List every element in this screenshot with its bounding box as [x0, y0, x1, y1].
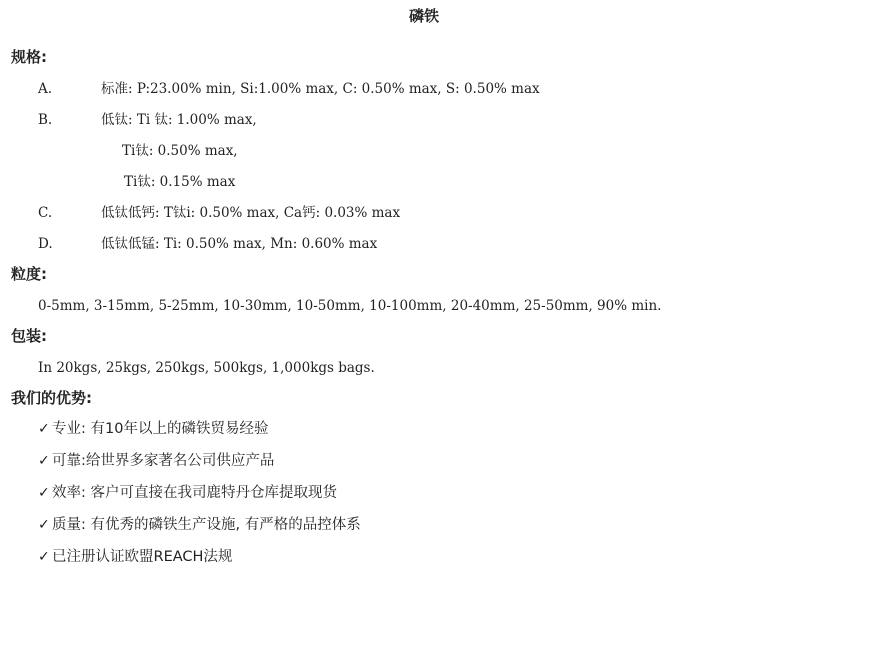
spec-item-letter: D. [38, 236, 53, 252]
advantage-item [38, 483, 337, 503]
advantage-item [38, 451, 274, 471]
size-text: 0-5mm, 3-15mm, 5-25mm, 10-30mm, 10-50mm, 10-100mm, 20-40mm, 25-50mm, 90% min. [38, 298, 662, 314]
spec-item-b-line-3: Ti钛: 0.15% max [124, 174, 236, 190]
advantages-heading: 我们的优势: [11, 389, 92, 407]
advantage-item [38, 547, 232, 567]
spec-item-b-line-2: Ti钛: 0.50% max, [122, 143, 238, 159]
advantage-item-text: 专业: 有10年以上的磷铁贸易经验 [52, 421, 269, 437]
advantage-item-text: 可靠:给世界多家著名公司供应产品 [52, 453, 275, 469]
spec-heading: 规格: [11, 48, 47, 66]
spec-item-a [38, 79, 540, 99]
spec-item-text: 标准: P:23.00% min, Si:1.00% max, C: 0.50% max, S: 0.50% max [101, 81, 540, 97]
spec-item-c [38, 203, 400, 223]
spec-item-letter: B. [38, 112, 53, 128]
spec-item-d [38, 234, 377, 254]
check-icon: ✓ [38, 453, 50, 469]
spec-item-b [38, 110, 257, 130]
advantage-item [38, 419, 268, 439]
size-heading: 粒度: [11, 265, 47, 283]
advantage-item-text: 效率: 客户可直接在我司鹿特丹仓库提取现货 [52, 485, 337, 501]
advantage-item-text: 质量: 有优秀的磷铁生产设施, 有严格的品控体系 [52, 517, 361, 533]
page-title: 磷铁 [408, 7, 439, 25]
spec-item-letter: A. [38, 81, 53, 97]
advantage-item-text: 已注册认证欧盟REACH法规 [52, 549, 233, 565]
spec-item-text: 低钛: Ti 钛: 1.00% max, [101, 112, 257, 128]
spec-item-text: 低钛低锰: Ti: 0.50% max, Mn: 0.60% max [101, 236, 378, 252]
check-icon: ✓ [38, 549, 50, 565]
check-icon: ✓ [38, 485, 50, 501]
check-icon: ✓ [38, 517, 50, 533]
packing-heading: 包装: [11, 327, 47, 345]
spec-item-text: 低钛低钙: T钛i: 0.50% max, Ca钙: 0.03% max [101, 205, 401, 221]
packing-text: In 20kgs, 25kgs, 250kgs, 500kgs, 1,000kgs bags. [38, 360, 375, 376]
spec-item-letter: C. [38, 205, 53, 221]
check-icon: ✓ [38, 421, 50, 437]
advantage-item [38, 515, 361, 535]
